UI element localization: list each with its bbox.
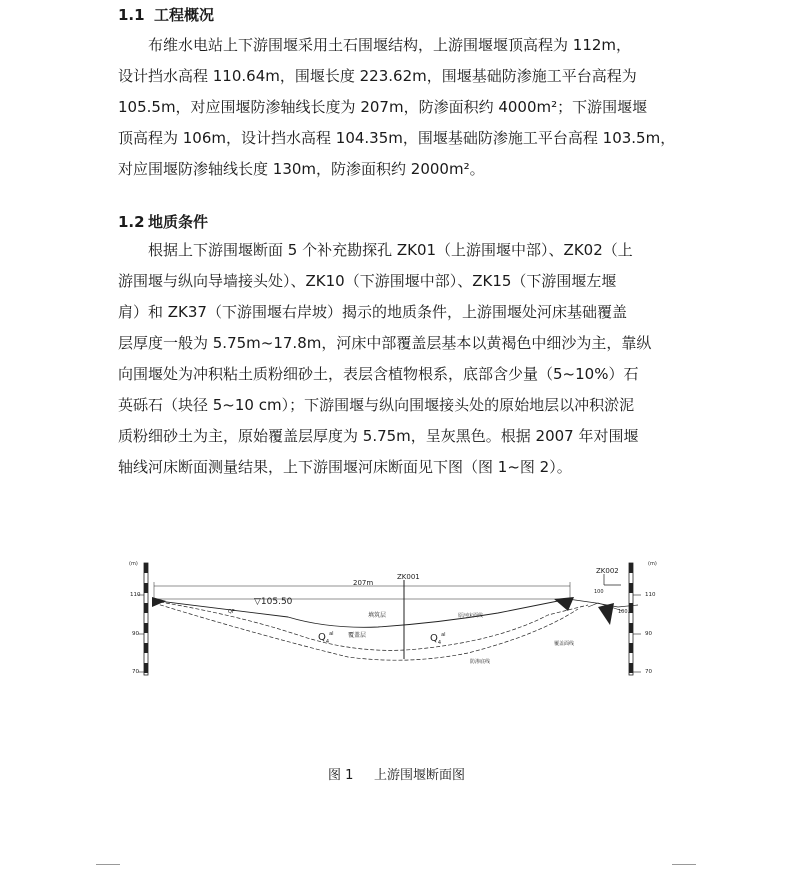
section-heading-1-1 xyxy=(118,5,214,25)
water-level-marker xyxy=(254,597,293,607)
section-title: 地质条件 xyxy=(148,213,209,231)
text-line: 向围堰处为冲积粘土质粉细砂土，表层含植物根系，底部含少量（5~10%）石 xyxy=(118,365,639,383)
elevation-label: 90 xyxy=(132,631,139,637)
water-level-label: ▽105.50 xyxy=(254,597,293,607)
elevation-label: 110 xyxy=(645,592,656,598)
text-line: 层厚度一般为 5.75m~17.8m，河床中部覆盖层基本以黄褐色中细沙为主，靠纵 xyxy=(118,334,652,352)
paragraph-geology xyxy=(118,235,666,483)
right-dam-block xyxy=(598,603,614,625)
cofferdam-section-drawing xyxy=(118,545,666,685)
text-line: 肩）和 ZK37（下游围堰右岸坡）揭示的地质条件，上游围堰处河床基础覆盖 xyxy=(118,303,627,321)
borehole-zk002 xyxy=(596,567,621,585)
cover-line-label: 覆盖面线 xyxy=(554,641,575,647)
text-line: 英砾石（块径 5~10 cm）；下游围堰与纵向围堰接头处的原始地层以冲积淤泥 xyxy=(118,396,635,414)
section-heading-1-2 xyxy=(118,212,208,232)
borehole-label: ZK002 xyxy=(596,567,619,575)
section-title: 工程概况 xyxy=(154,6,215,24)
text-line: 轴线河床断面测量结果，上下游围堰河床断面见下图（图 1~图 2）。 xyxy=(118,458,572,476)
borehole-label: ZK001 xyxy=(397,573,420,581)
text-line: 布维水电站上下游围堰采用土石围堰结构，上游围堰堰顶高程为 112m， xyxy=(148,36,632,54)
page-corner-mark-right xyxy=(672,864,696,873)
section-number: 1.1 xyxy=(118,6,145,24)
unit-label-left: (m) xyxy=(129,561,138,567)
right-elevation-staff xyxy=(629,561,657,675)
geology-symbol: $Q_4^{al}$ xyxy=(318,631,334,645)
text-line: 顶高程为 106m，设计挡水高程 104.35m，围堰基础防渗施工平台高程 103.5m， xyxy=(118,129,676,147)
elevation-label: 90 xyxy=(645,631,652,637)
elevation-label: 110 xyxy=(130,592,141,598)
left-small-label: QF xyxy=(228,609,235,615)
unit-label-right: (m) xyxy=(648,561,657,567)
text-line: 对应围堰防渗轴线长度 130m，防渗面积约 2000m²。 xyxy=(118,160,485,178)
text-line: 105.5m，对应围堰防渗轴线长度为 207m，防渗面积约 4000m²；下游围堰堰 xyxy=(118,98,648,116)
paragraph-project-overview xyxy=(118,30,676,185)
figure-number: 图 1 xyxy=(327,768,354,783)
dimension-line xyxy=(154,579,570,601)
text-line: 质粉细砂土为主，原始覆盖层厚度为 5.75m，呈灰黑色。根据 2007 年对围堰 xyxy=(118,427,639,445)
dimension-label: 207m xyxy=(353,579,374,587)
text-line: 根据上下游围堰断面 5 个补充勘探孔 ZK01（上游围堰中部）、ZK02（上 xyxy=(148,241,633,259)
figure-title: 上游围堰断面图 xyxy=(374,768,466,783)
elevation-label: 70 xyxy=(132,669,139,675)
fill-layer-label: 填筑层 xyxy=(368,612,387,619)
text-line: 设计挡水高程 110.64m，围堰长度 223.62m，围堰基础防渗施工平台高程为 xyxy=(118,67,637,85)
right-small-label: 100 xyxy=(594,589,604,595)
cover-layer-label: 覆盖层 xyxy=(348,632,367,639)
figure-caption xyxy=(0,764,793,783)
text-line: 游围堰与纵向导墙接头处）、ZK10（下游围堰中部）、ZK15（下游围堰左堰 xyxy=(118,272,617,290)
elevation-label: 70 xyxy=(645,669,652,675)
left-elevation-staff xyxy=(129,561,148,675)
riverbed-line-label: 原河床面线 xyxy=(458,613,484,619)
page-corner-mark-left xyxy=(96,864,120,873)
section-number: 1.2 xyxy=(118,213,145,231)
seepage-line-label: 防渗底线 xyxy=(470,659,491,665)
geology-symbol: $Q_4^{al}$ xyxy=(430,632,446,646)
right-elevation-label: 100.3 xyxy=(618,609,633,615)
